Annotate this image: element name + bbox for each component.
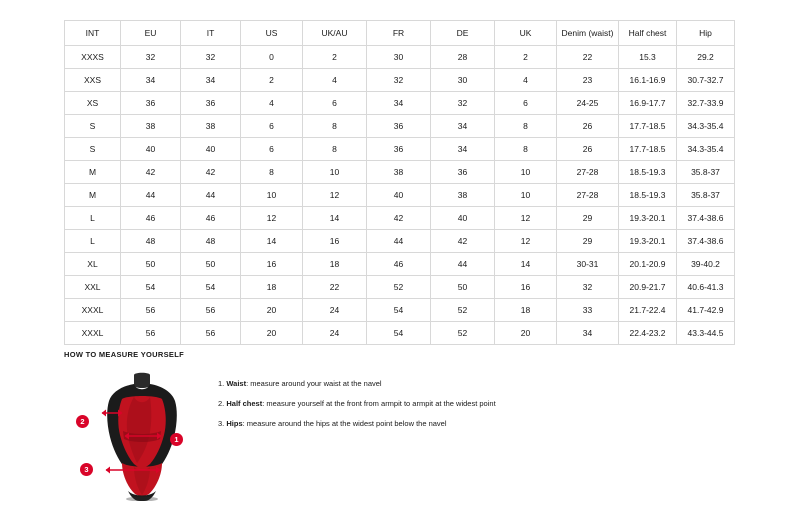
table-cell: 34 (431, 138, 495, 161)
table-cell: 44 (121, 184, 181, 207)
table-cell: 35.8-37 (677, 184, 735, 207)
table-cell: 42 (367, 207, 431, 230)
table-cell: 30 (431, 69, 495, 92)
table-cell: 10 (495, 184, 557, 207)
how-to-measure-section (64, 350, 734, 501)
table-cell: 19.3-20.1 (619, 230, 677, 253)
table-row (65, 253, 735, 276)
table-cell: 26 (557, 138, 619, 161)
table-cell: M (65, 184, 121, 207)
table-cell: 8 (241, 161, 303, 184)
table-cell: 12 (495, 207, 557, 230)
table-cell: 54 (181, 276, 241, 299)
table-cell: 52 (431, 322, 495, 345)
table-cell: 35.8-37 (677, 161, 735, 184)
instruction-item-waist (218, 379, 734, 388)
table-cell: 56 (181, 322, 241, 345)
table-cell: 12 (303, 184, 367, 207)
table-row (65, 322, 735, 345)
mannequin-illustration (82, 371, 202, 501)
table-cell: 36 (367, 138, 431, 161)
table-cell: 10 (303, 161, 367, 184)
table-cell: 48 (181, 230, 241, 253)
table-cell: M (65, 161, 121, 184)
table-cell: 38 (431, 184, 495, 207)
table-cell: 12 (495, 230, 557, 253)
table-cell: 29 (557, 230, 619, 253)
table-cell: 54 (367, 322, 431, 345)
table-cell: 44 (431, 253, 495, 276)
table-cell: 8 (495, 115, 557, 138)
table-row (65, 299, 735, 322)
table-cell: XXXL (65, 322, 121, 345)
how-to-measure-body (64, 371, 734, 501)
table-cell: 4 (303, 69, 367, 92)
table-cell: 56 (121, 299, 181, 322)
table-cell: 40 (431, 207, 495, 230)
table-cell: 37.4-38.6 (677, 230, 735, 253)
instruction-term: Hips (226, 419, 243, 428)
mannequin-figure (82, 371, 202, 501)
table-cell: 6 (241, 115, 303, 138)
table-cell: 15.3 (619, 46, 677, 69)
table-cell: 36 (431, 161, 495, 184)
instruction-item-hips (218, 419, 734, 428)
table-cell: 32 (431, 92, 495, 115)
table-cell: 20.1-20.9 (619, 253, 677, 276)
table-cell: 36 (181, 92, 241, 115)
table-cell: 8 (303, 115, 367, 138)
table-cell: 44 (181, 184, 241, 207)
table-cell: 20.9-21.7 (619, 276, 677, 299)
table-cell: 12 (241, 207, 303, 230)
table-cell: 27-28 (557, 184, 619, 207)
table-cell: 38 (121, 115, 181, 138)
column-header: UK/AU (303, 21, 367, 46)
table-cell: XXL (65, 276, 121, 299)
table-cell: 46 (121, 207, 181, 230)
table-cell: 18 (241, 276, 303, 299)
table-cell: 43.3-44.5 (677, 322, 735, 345)
table-cell: 50 (431, 276, 495, 299)
table-cell: 14 (495, 253, 557, 276)
table-cell: 33 (557, 299, 619, 322)
table-row (65, 138, 735, 161)
table-cell: 40.6-41.3 (677, 276, 735, 299)
table-cell: 46 (367, 253, 431, 276)
table-cell: 10 (241, 184, 303, 207)
marker-2-half-chest: 2 (76, 415, 89, 428)
table-cell: 56 (121, 322, 181, 345)
table-row (65, 69, 735, 92)
table-cell: 40 (121, 138, 181, 161)
column-header: IT (181, 21, 241, 46)
instruction-text: : measure around your waist at the navel (246, 379, 382, 388)
table-cell: 24 (303, 299, 367, 322)
table-cell: 6 (495, 92, 557, 115)
table-cell: 38 (181, 115, 241, 138)
table-cell: XS (65, 92, 121, 115)
table-row (65, 184, 735, 207)
table-cell: 48 (121, 230, 181, 253)
how-to-measure-title: HOW TO MEASURE YOURSELF (64, 350, 184, 359)
table-body (65, 46, 735, 345)
table-cell: 14 (303, 207, 367, 230)
instruction-item-half-chest (218, 399, 734, 408)
table-cell: 18 (495, 299, 557, 322)
table-cell: 37.4-38.6 (677, 207, 735, 230)
table-cell: 34 (431, 115, 495, 138)
column-header: UK (495, 21, 557, 46)
table-cell: 50 (121, 253, 181, 276)
table-cell: L (65, 207, 121, 230)
instruction-text: : measure yourself at the front from armpit to armpit at the widest point (262, 399, 496, 408)
table-cell: 29 (557, 207, 619, 230)
table-cell: 16 (241, 253, 303, 276)
table-cell: XXS (65, 69, 121, 92)
table-cell: 42 (181, 161, 241, 184)
table-cell: 34 (367, 92, 431, 115)
table-cell: 40 (181, 138, 241, 161)
table-cell: 14 (241, 230, 303, 253)
table-cell: 54 (121, 276, 181, 299)
table-cell: 16.1-16.9 (619, 69, 677, 92)
table-cell: 34 (557, 322, 619, 345)
table-cell: 46 (181, 207, 241, 230)
table-cell: 40 (367, 184, 431, 207)
table-header (65, 21, 735, 46)
table-cell: 52 (431, 299, 495, 322)
table-cell: 30.7-32.7 (677, 69, 735, 92)
table-cell: XXXL (65, 299, 121, 322)
table-cell: 30-31 (557, 253, 619, 276)
table-cell: 44 (367, 230, 431, 253)
table-cell: 24 (303, 322, 367, 345)
table-cell: 26 (557, 115, 619, 138)
table-cell: 54 (367, 299, 431, 322)
instruction-number: 2. (218, 399, 225, 408)
table-cell: 34.3-35.4 (677, 115, 735, 138)
marker-3-hips: 3 (80, 463, 93, 476)
column-header: FR (367, 21, 431, 46)
table-cell: 32 (557, 276, 619, 299)
table-cell: 18.5-19.3 (619, 161, 677, 184)
table-cell: 22.4-23.2 (619, 322, 677, 345)
table-cell: 18.5-19.3 (619, 184, 677, 207)
table-cell: 4 (495, 69, 557, 92)
column-header: DE (431, 21, 495, 46)
table-cell: 34 (121, 69, 181, 92)
table-cell: 10 (495, 161, 557, 184)
instruction-term: Waist (226, 379, 247, 388)
table-cell: 4 (241, 92, 303, 115)
measure-instructions (218, 371, 734, 439)
column-header: US (241, 21, 303, 46)
table-row (65, 276, 735, 299)
table-cell: 20 (495, 322, 557, 345)
instruction-text: : measure around the hips at the widest point below the navel (242, 419, 447, 428)
table-cell: 36 (121, 92, 181, 115)
table-cell: 20 (241, 322, 303, 345)
table-cell: 8 (303, 138, 367, 161)
size-table-container (64, 20, 734, 345)
table-cell: S (65, 115, 121, 138)
table-cell: XXXS (65, 46, 121, 69)
table-cell: 34.3-35.4 (677, 138, 735, 161)
column-header: INT (65, 21, 121, 46)
table-header-row (65, 21, 735, 46)
marker-1-waist: 1 (170, 433, 183, 446)
table-cell: 36 (367, 115, 431, 138)
table-cell: 41.7-42.9 (677, 299, 735, 322)
table-cell: 38 (367, 161, 431, 184)
column-header: Hip (677, 21, 735, 46)
table-cell: 8 (495, 138, 557, 161)
table-cell: 18 (303, 253, 367, 276)
table-cell: 0 (241, 46, 303, 69)
table-cell: 32.7-33.9 (677, 92, 735, 115)
table-cell: 32 (181, 46, 241, 69)
table-cell: 32 (367, 69, 431, 92)
table-cell: 52 (367, 276, 431, 299)
table-cell: 22 (303, 276, 367, 299)
column-header: Half chest (619, 21, 677, 46)
table-cell: 42 (121, 161, 181, 184)
table-cell: 16 (303, 230, 367, 253)
table-cell: 6 (303, 92, 367, 115)
column-header: Denim (waist) (557, 21, 619, 46)
table-cell: 28 (431, 46, 495, 69)
table-cell: 56 (181, 299, 241, 322)
table-cell: 2 (495, 46, 557, 69)
table-cell: 6 (241, 138, 303, 161)
table-cell: 22 (557, 46, 619, 69)
table-cell: S (65, 138, 121, 161)
table-cell: 27-28 (557, 161, 619, 184)
table-cell: 50 (181, 253, 241, 276)
table-cell: 16 (495, 276, 557, 299)
table-cell: 30 (367, 46, 431, 69)
instruction-term: Half chest (226, 399, 263, 408)
table-row (65, 92, 735, 115)
table-cell: 20 (241, 299, 303, 322)
table-cell: 34 (181, 69, 241, 92)
table-cell: 17.7-18.5 (619, 138, 677, 161)
table-cell: 23 (557, 69, 619, 92)
table-cell: 24-25 (557, 92, 619, 115)
table-row (65, 230, 735, 253)
table-cell: XL (65, 253, 121, 276)
table-row (65, 115, 735, 138)
table-cell: L (65, 230, 121, 253)
column-header: EU (121, 21, 181, 46)
table-cell: 2 (241, 69, 303, 92)
table-row (65, 161, 735, 184)
table-row (65, 207, 735, 230)
instruction-number: 1. (218, 379, 225, 388)
table-cell: 2 (303, 46, 367, 69)
table-cell: 17.7-18.5 (619, 115, 677, 138)
table-cell: 21.7-22.4 (619, 299, 677, 322)
table-cell: 42 (431, 230, 495, 253)
table-cell: 32 (121, 46, 181, 69)
table-cell: 39-40.2 (677, 253, 735, 276)
table-cell: 16.9-17.7 (619, 92, 677, 115)
instruction-number: 3. (218, 419, 225, 428)
table-row (65, 46, 735, 69)
table-cell: 19.3-20.1 (619, 207, 677, 230)
size-conversion-table (64, 20, 735, 345)
table-cell: 29.2 (677, 46, 735, 69)
